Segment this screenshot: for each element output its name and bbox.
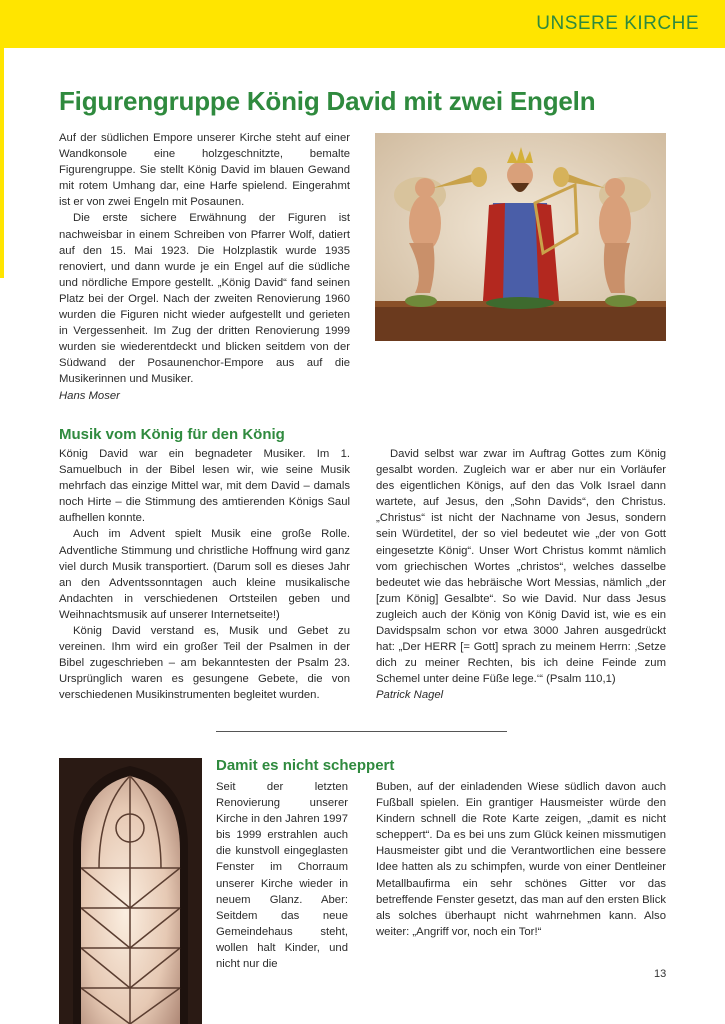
- article-body-narrow: [216, 779, 348, 972]
- paragraph: Die erste sichere Erwähnung der Figuren ist nachweisbar in einem Schreiben von Pfarrer Wolf, datiert auf den 15. Mai 1923. Die Holzplastik wurde 1935 renoviert, und dann wurde je ein Engel auf die südliche und nördliche Empore gestellt. „König David“ fand seinen Platz bei der Orgel. Nach der zweiten Renovierung 1960 wurden die Figuren nicht wieder aufgestellt und gerieten in Vergessenheit. Im Zug der dritten Renovierung 1999 wurden sie wiederentdeckt und blicken seitdem von der Südwand der Posaunenchor-Empore aus auf die Musikerinnen und Musiker.: [59, 212, 350, 386]
- paragraph: Seit der letzten Renovierung unserer Kirche in den Jahren 1997 bis 1999 erstrahlen auch die kunstvoll eingeglasten Fenster im Chorraum unserer Kirche wieder in neuem Glanz. Aber: Seitdem das neue Gemeindehaus steht, wollen halt Kinder, und nicht nur die: [216, 781, 348, 971]
- section-divider: [216, 731, 507, 732]
- paragraph: König David verstand es, Musik und Gebet zu vereinen. Ihm wird ein großer Teil der Psalmen in der Bibel zugeschrieben – am bekanntesten der Psalm 23. Ursprünglich waren es gesungene Gebete, die von verschiedenen Musikinstrumenten begleitet wurden.: [59, 625, 350, 702]
- paragraph: Buben, auf der einladenden Wiese südlich davon auch Fußball spielen. Ein grantiger Hausmeister würde den Kindern schnell die Rote Karte zeigen, „damit es nicht scheppert“. Da es bei uns zum Glück keinen missmutigen Hausmeister gibt und die Verantwortlichen eine bessere Idee hatten als zu schimpfen, wurde von einer Dentleiner Metallbaufirma ein sehr schönes Gitter vor das betreffende Fenster gesetzt, das man auf den ersten Blick als solches überhaupt nicht wahrnehmen kann. Also weiter: „Angriff vor, noch ein Tor!“: [376, 781, 666, 938]
- article-title: Figurengruppe König David mit zwei Engeln: [59, 86, 596, 116]
- section-heading: Musik vom König für den König: [59, 426, 285, 443]
- article-body-right: [376, 446, 666, 704]
- article-body-left: [59, 446, 350, 704]
- section-heading: Damit es nicht scheppert: [216, 757, 395, 774]
- author-name: Hans Moser: [59, 389, 120, 402]
- paragraph: Auch im Advent spielt Musik eine große Rolle. Adventliche Stimmung und christliche Hoffnung wird ganz viel durch Musik transportiert. (Darum soll es dieses Jahr an den Adventssonntagen auch kleine musikalische Andachten in verschiedenen Ortsteilen geben und Weihnachtsmusik auf unserer Internetseite!): [59, 528, 350, 621]
- paragraph: König David war ein begnadeter Musiker. Im 1. Samuelbuch in der Bibel lesen wir, wie seine Musik mehrfach das einzige Mittel war, mit dem David – damals noch Hirte – die Stimmung des amtierenden Königs Saul aufhellen konnte.: [59, 448, 350, 525]
- paragraph: David selbst war zwar im Auftrag Gottes zum König gesalbt worden. Zugleich war er aber nur ein Vorläufer des eigentlichen Königs, auf den das Volk Israel dann wartete, auf Jesus, den „Sohn Davids“, den Christus. „Christus“ ist nicht der Nachname von Jesus, sondern sein Würdetitel, der so viel bedeutet wie „der von Gott eingesetzte König“. Unser Wort Christus kommt nämlich vom griechischen Wortes „christos“, welches dasselbe bedeutet wie das hebräische Wort Messias, nämlich „der [zum König] Gesalbte“. So wie David. Nur dass Jesus zugleich auch der König von König David ist, wie es ein Davidspsalm schon vor etwa 3000 Jahren ausgedrückt hat: „Der HERR [= Gott] sprach zu meinem Herrn: ‚Setze dich zu meiner Rechten, bis ich deine Feinde zum Schemel unter deine Füße lege.‘“ (Psalm 110,1): [376, 448, 666, 686]
- king-david-figures-photo: [375, 133, 666, 341]
- article-body-right: [376, 779, 666, 940]
- page-number: 13: [654, 968, 667, 980]
- author-name: Patrick Nagel: [376, 689, 444, 702]
- church-window-photo: [59, 758, 202, 1024]
- paragraph: Auf der südlichen Empore unserer Kirche steht auf einer Wandkonsole eine holzgeschnitzte, bemalte Figurengruppe. Sie stellt König David im blauen Gewand mit rotem Umhang dar, eine Harfe spielend. Eingerahmt ist er von zwei Engeln mit Posaunen.: [59, 132, 350, 209]
- article-body: [59, 130, 350, 404]
- section-label: UNSERE KIRCHE: [536, 13, 699, 34]
- left-accent-stripe: [0, 48, 4, 278]
